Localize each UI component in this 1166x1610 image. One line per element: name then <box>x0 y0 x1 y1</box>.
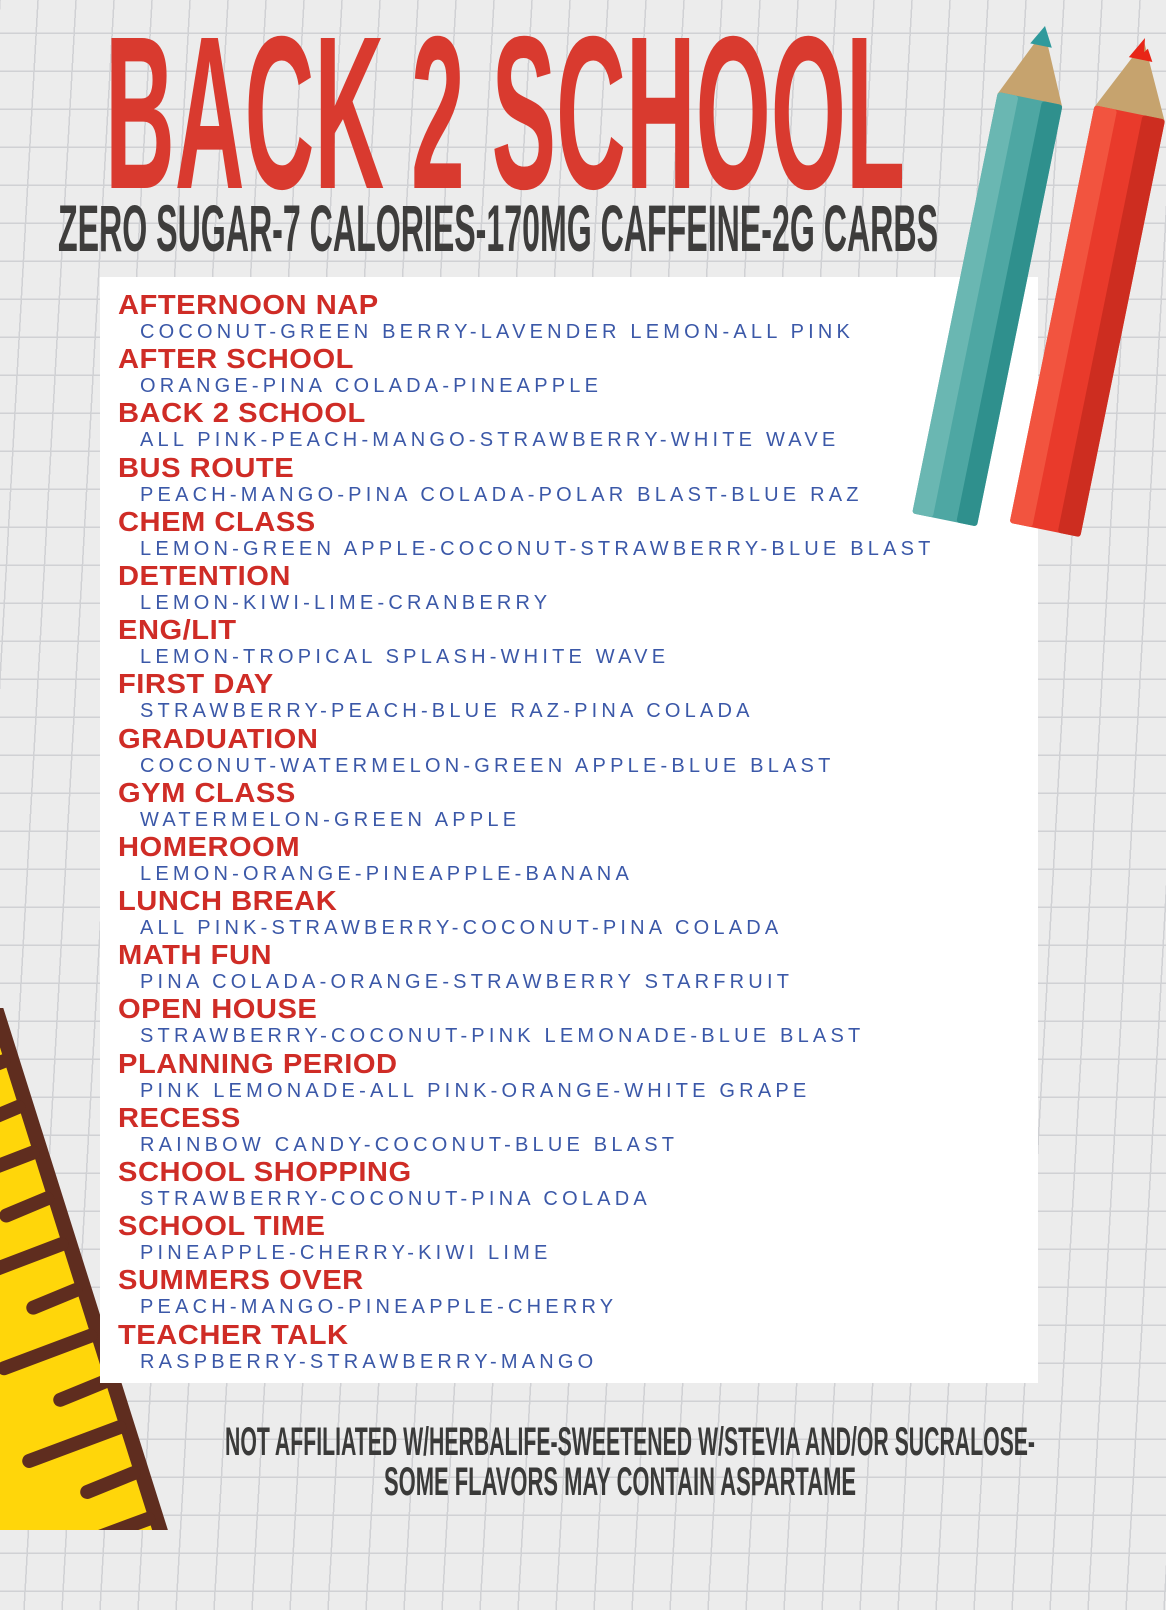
menu-item <box>100 1320 1038 1374</box>
menu-item-name: SCHOOL TIME <box>118 1210 326 1242</box>
menu-item-flavors: PINA COLADA-ORANGE-STRAWBERRY STARFRUIT <box>140 971 794 994</box>
menu-item <box>100 1211 1038 1265</box>
menu-item-flavors: LEMON-GREEN APPLE-COCONUT-STRAWBERRY-BLUE BLAST <box>140 537 935 560</box>
pencils <box>856 0 1166 610</box>
menu-item <box>100 669 1038 723</box>
menu-item-name: HOMEROOM <box>118 830 301 862</box>
menu-item <box>100 724 1038 778</box>
menu-item-flavors: COCONUT-GREEN BERRY-LAVENDER LEMON-ALL PINK <box>140 321 855 343</box>
menu-item <box>100 615 1038 669</box>
menu-item-flavors: STRAWBERRY-COCONUT-PINA COLADA <box>140 1188 651 1210</box>
footer-disclaimer-line2: SOME FLAVORS MAY CONTAIN ASPARTAME <box>384 1460 856 1504</box>
menu-item-flavors: RAINBOW CANDY-COCONUT-BLUE BLAST <box>140 1133 679 1156</box>
menu-item-flavors: LEMON-TROPICAL SPLASH-WHITE WAVE <box>140 646 670 669</box>
menu-item-name: MATH FUN <box>118 939 273 971</box>
menu-item-name: PLANNING PERIOD <box>118 1047 398 1079</box>
page-title: BACK 2 SCHOOL <box>105 0 905 235</box>
menu-item-flavors: RASPBERRY-STRAWBERRY-MANGO <box>140 1350 598 1373</box>
menu-item <box>100 886 1038 940</box>
menu-item-flavors: PEACH-MANGO-PINEAPPLE-CHERRY <box>140 1296 618 1319</box>
menu-item-name: AFTERNOON NAP <box>118 289 379 320</box>
page-subtitle: ZERO SUGAR-7 CALORIES-170MG CAFFEINE-2G CARBS <box>58 191 938 265</box>
menu-item <box>100 994 1038 1048</box>
menu-item-flavors: LEMON-ORANGE-PINEAPPLE-BANANA <box>140 862 633 885</box>
menu-item-flavors: ALL PINK-STRAWBERRY-COCONUT-PINA COLADA <box>140 917 783 940</box>
menu-item <box>100 832 1038 886</box>
menu-item <box>100 1049 1038 1103</box>
menu-item-flavors: STRAWBERRY-COCONUT-PINK LEMONADE-BLUE BLAST <box>140 1025 865 1048</box>
menu-item-name: SCHOOL SHOPPING <box>118 1156 412 1187</box>
menu-item-flavors: ORANGE-PINA COLADA-PINEAPPLE <box>140 375 603 398</box>
menu-item <box>100 1157 1038 1211</box>
menu-item <box>100 1103 1038 1157</box>
menu-item-name: GYM CLASS <box>118 776 296 808</box>
menu-item-name: OPEN HOUSE <box>118 993 318 1025</box>
menu-item-flavors: PEACH-MANGO-PINA COLADA-POLAR BLAST-BLUE RAZ <box>140 483 863 506</box>
menu-item-flavors: STRAWBERRY-PEACH-BLUE RAZ-PINA COLADA <box>140 700 754 723</box>
menu-item-flavors: WATERMELON-GREEN APPLE <box>140 808 521 831</box>
menu-item-name: CHEM CLASS <box>118 505 316 537</box>
footer-disclaimer-line1: NOT AFFILIATED W/HERBALIFE-SWEETENED W/STEVIA AND/OR SUCRALOSE- <box>225 1420 1035 1464</box>
menu-item-name: LUNCH BREAK <box>118 885 338 917</box>
menu-item-name: AFTER SCHOOL <box>118 343 354 375</box>
menu-item-name: BACK 2 SCHOOL <box>118 397 366 429</box>
menu-item-flavors: PINK LEMONADE-ALL PINK-ORANGE-WHITE GRAPE <box>140 1079 811 1102</box>
menu-item <box>100 1265 1038 1319</box>
menu-item-name: GRADUATION <box>118 722 319 754</box>
menu-item-name: RECESS <box>118 1101 241 1133</box>
menu-item-name: TEACHER TALK <box>118 1318 349 1350</box>
menu-item <box>100 940 1038 994</box>
menu-item-flavors: ALL PINK-PEACH-MANGO-STRAWBERRY-WHITE WAVE <box>140 429 840 452</box>
menu-item-name: FIRST DAY <box>118 668 274 700</box>
menu-item-flavors: PINEAPPLE-CHERRY-KIWI LIME <box>140 1242 552 1265</box>
menu-item-flavors: COCONUT-WATERMELON-GREEN APPLE-BLUE BLAST <box>140 754 835 777</box>
menu-item-name: DETENTION <box>118 559 291 591</box>
menu-item <box>100 778 1038 832</box>
menu-item-name: ENG/LIT <box>118 614 237 646</box>
menu-item-name: SUMMERS OVER <box>118 1264 364 1296</box>
menu-item-flavors: LEMON-KIWI-LIME-CRANBERRY <box>140 591 552 614</box>
menu-item-name: BUS ROUTE <box>118 451 295 483</box>
